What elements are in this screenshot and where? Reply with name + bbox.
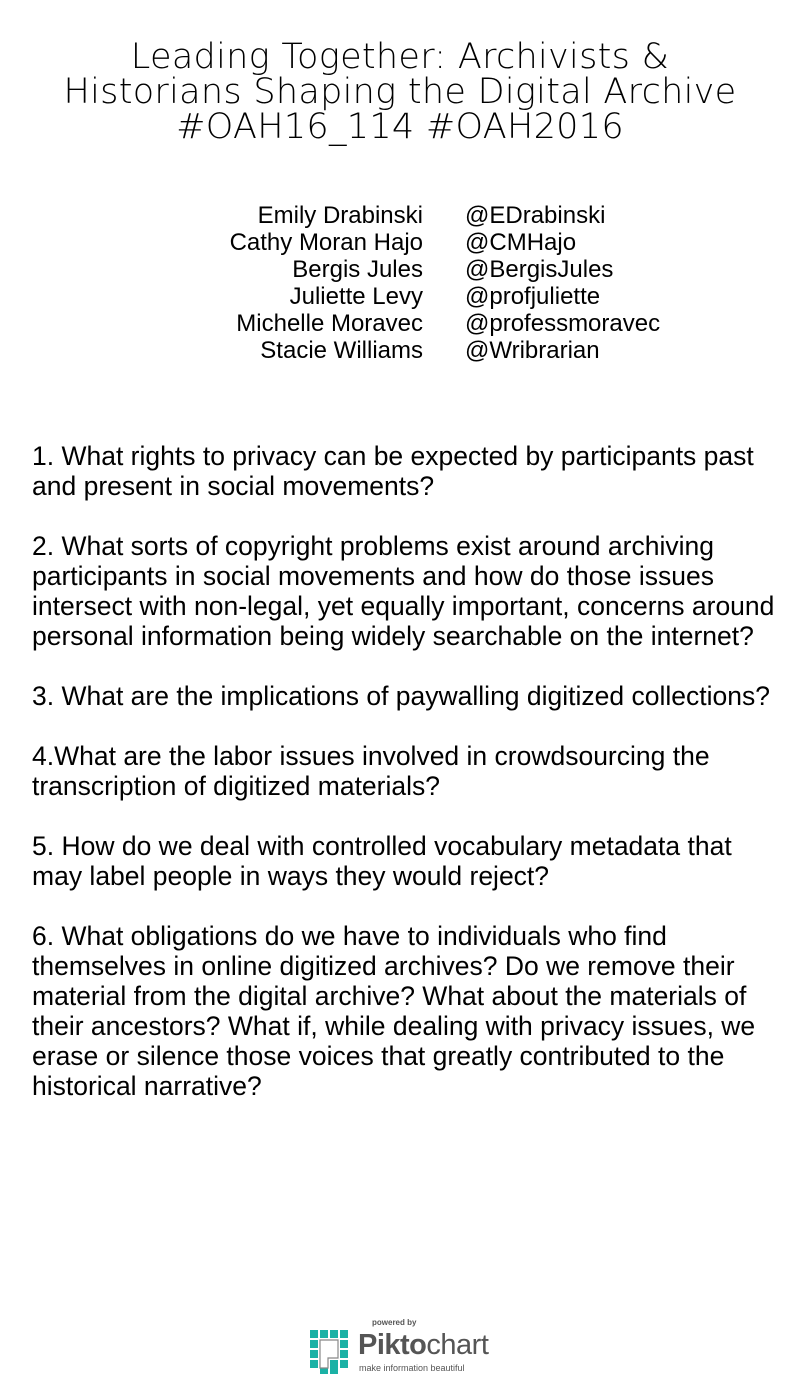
question-item: 5. How do we deal with controlled vocabulary metadata that may label people in ways they would reject? [32, 831, 732, 891]
question-item: 4.What are the labor issues involved in crowdsourcing the transcription of digitized materials? [32, 741, 710, 801]
presenter-row [0, 337, 800, 364]
piktochart-logo[interactable] [300, 1318, 500, 1378]
page-title [0, 37, 800, 147]
title-line: #OAH16_114 #OAH2016 [176, 107, 624, 147]
presenter-row [0, 283, 800, 310]
questions-list [32, 441, 782, 1131]
presenter-row [0, 256, 800, 283]
question-item: 2. What sorts of copyright problems exist around archiving participants in social movements and how do those issues intersect with non-legal, yet equally important, concerns around personal information being widely searchable on the internet? [32, 531, 775, 651]
presenter-row [0, 202, 800, 229]
presenter-handle: @profjuliette [465, 283, 601, 310]
presenter-name: Bergis Jules [292, 256, 423, 283]
piktochart-mark-icon [310, 1330, 352, 1374]
presenter-name: Cathy Moran Hajo [229, 229, 423, 256]
presenter-name: Emily Drabinski [257, 202, 423, 229]
powered-by-label: powered by [372, 1318, 417, 1327]
question-item: 6. What obligations do we have to individuals who find themselves in online digitized archives? Do we remove their material from the digital archive? What about the materials of their ancestors? What if, while dealing with privacy issues, we erase or silence those voices that greatly contributed to the historical narrative? [32, 921, 756, 1101]
tagline: make information beautiful [359, 1363, 465, 1373]
question-item: 1. What rights to privacy can be expected by participants past and present in social movements? [32, 441, 754, 501]
presenter-row [0, 229, 800, 256]
presenter-name: Michelle Moravec [236, 310, 423, 337]
brand-bold: Pikto [358, 1329, 427, 1361]
title-line: Historians Shaping the Digital Archive [63, 72, 737, 112]
question-item: 3. What are the implications of paywalling digitized collections? [32, 681, 770, 711]
presenter-handle: @CMHajo [465, 229, 577, 256]
presenter-name: Juliette Levy [289, 283, 423, 310]
presenter-row [0, 310, 800, 337]
presenter-handle: @EDrabinski [465, 202, 606, 229]
title-line: Leading Together: Archivists & [130, 37, 670, 77]
piktochart-wordmark [358, 1329, 488, 1362]
presenters-list [0, 202, 800, 364]
presenter-handle: @Wribrarian [465, 337, 600, 364]
presenter-handle: @professmoravec [465, 310, 661, 337]
presenter-handle: @BergisJules [465, 256, 614, 283]
brand-light: chart [426, 1329, 489, 1361]
presenter-name: Stacie Williams [260, 337, 423, 364]
